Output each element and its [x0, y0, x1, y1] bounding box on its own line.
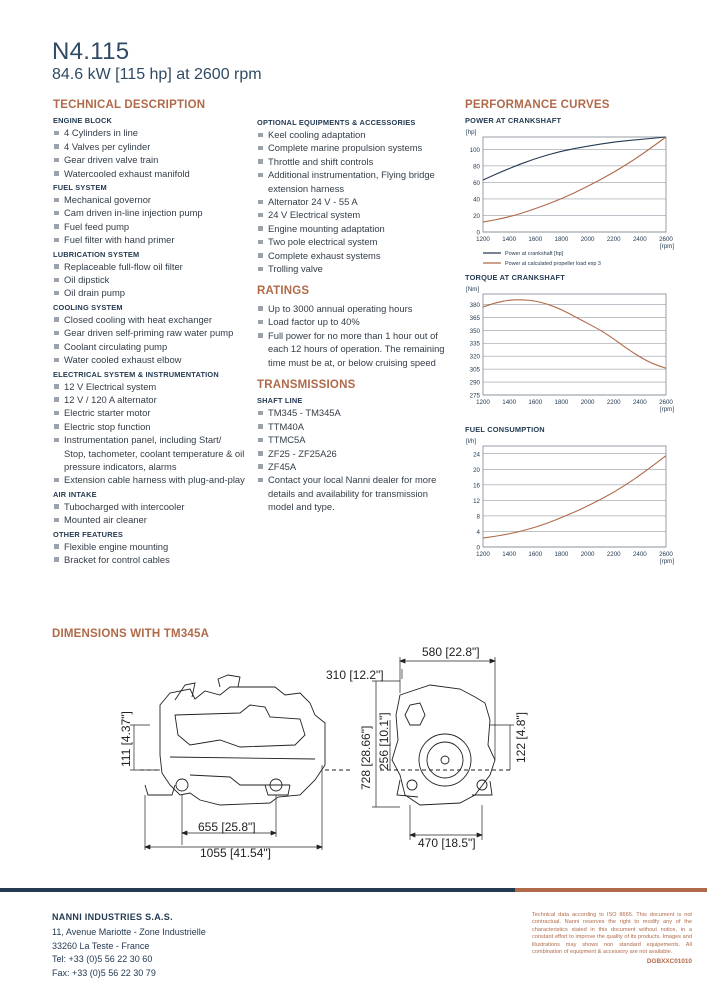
- list-item: TTM40A: [257, 420, 452, 433]
- x-tick-label: 2600: [659, 398, 673, 406]
- ratings-title: RATINGS: [257, 285, 310, 298]
- plot-frame: [483, 446, 666, 547]
- list-item: Fuel feed pump: [53, 220, 245, 233]
- engine-front-view: [380, 685, 510, 805]
- y-tick-label: 290: [469, 379, 480, 387]
- group-list: [53, 313, 245, 367]
- list-item: Complete marine propulsion systems: [257, 141, 452, 154]
- group-title: OTHER FEATURES: [53, 529, 124, 539]
- list-item: ZF45A: [257, 460, 452, 473]
- y-axis-label: [Nm]: [466, 285, 480, 293]
- y-tick-label: 305: [469, 366, 480, 374]
- footer-bar-blue: [0, 888, 515, 892]
- dimensions-title: DIMENSIONS WITH TM345A: [52, 628, 210, 640]
- list-item: ZF25 - ZF25A26: [257, 447, 452, 460]
- x-tick-label: 2200: [606, 236, 621, 244]
- list-item: Full power for no more than 1 hour out of each 12 hours of operation. The remaining time must be at, or below cruising speed: [257, 329, 452, 369]
- technical-description: [53, 99, 245, 566]
- x-tick-label: 2600: [659, 551, 673, 559]
- y-tick-label: 24: [473, 451, 480, 459]
- address-line: 33260 La Teste - France: [52, 940, 150, 951]
- shaft-line-title: SHAFT LINE: [257, 396, 303, 406]
- list-item: Extension cable harness with plug-and-play: [53, 473, 245, 486]
- x-tick-label: 1200: [476, 398, 490, 406]
- list-item: Two pole electrical system: [257, 235, 452, 248]
- group-list: [53, 540, 245, 567]
- dim-width-bottom: 470 [18.5"]: [418, 836, 476, 850]
- x-tick-label: 2000: [580, 398, 595, 406]
- chart-svg: [465, 435, 680, 571]
- document-reference: DGBXXC01010: [646, 958, 692, 965]
- x-tick-label: 2000: [580, 551, 595, 559]
- x-tick-label: 2600: [659, 236, 673, 244]
- x-tick-label: 1600: [528, 236, 543, 244]
- list-item: Instrumentation panel, including Start/ Stop, tachometer, coolant temperature & oil pressure indicators, alarms: [53, 433, 245, 473]
- list-item: Engine mounting adaptation: [257, 222, 452, 235]
- series-line: [483, 456, 666, 538]
- list-item: Complete exhaust systems: [257, 249, 452, 262]
- x-tick-label: 1400: [502, 551, 517, 559]
- x-axis-label: [rpm]: [659, 558, 675, 566]
- optional-list: [257, 128, 452, 275]
- y-tick-label: 20: [473, 467, 480, 475]
- dim-height-256: 256 [10.1"]: [377, 712, 391, 770]
- dim-top-offset: 310 [12.2"]: [326, 668, 384, 682]
- ratings-list: [257, 302, 452, 369]
- list-item: Alternator 24 V - 55 A: [257, 195, 452, 208]
- x-tick-label: 1800: [554, 398, 569, 406]
- address-line: Fax: +33 (0)5 56 22 30 79: [52, 967, 156, 978]
- company-address: [52, 926, 206, 980]
- optional-title: OPTIONAL EQUIPMENTS & ACCESSORIES: [257, 118, 416, 127]
- list-item: Cam driven in-line injection pump: [53, 206, 245, 219]
- group-list: [53, 260, 245, 300]
- y-axis-label: [l/h]: [466, 438, 476, 446]
- list-item: Additional instrumentation, Flying bridge extension harness: [257, 168, 452, 195]
- performance-title: PERFORMANCE CURVES: [465, 99, 610, 111]
- list-item: TTMC5A: [257, 433, 452, 446]
- performance-curves: [465, 99, 680, 575]
- group-list: [53, 500, 245, 527]
- y-tick-label: 335: [469, 340, 480, 348]
- list-item: Bracket for control cables: [53, 553, 245, 566]
- y-tick-label: 0: [476, 229, 480, 237]
- dim-width-top: 580 [22.8"]: [422, 645, 480, 659]
- group-title: LUBRICATION SYSTEM: [53, 249, 140, 259]
- x-tick-label: 1800: [554, 236, 569, 244]
- x-tick-label: 1400: [502, 236, 517, 244]
- y-tick-label: 350: [469, 327, 480, 335]
- series-line: [483, 137, 666, 180]
- chart-svg: [465, 283, 680, 419]
- list-item: TM345 - TM345A: [257, 406, 452, 419]
- group-title: AIR INTAKE: [53, 489, 97, 499]
- x-tick-label: 2400: [632, 551, 647, 559]
- technical-groups: [53, 115, 245, 566]
- list-item: Replaceable full-flow oil filter: [53, 260, 245, 273]
- power-subtitle: 84.6 kW [115 hp] at 2600 rpm: [52, 66, 262, 83]
- dim-length: 1055 [41.54"]: [200, 846, 271, 860]
- chart-title: FUEL CONSUMPTION: [465, 425, 545, 435]
- x-tick-label: 1800: [554, 551, 569, 559]
- x-tick-label: 2400: [632, 398, 647, 406]
- options-column: [257, 99, 452, 514]
- x-tick-label: 1600: [528, 398, 543, 406]
- list-item: Fuel filter with hand primer: [53, 233, 245, 246]
- list-item: Tubocharged with intercooler: [53, 500, 245, 513]
- list-item: Load factor up to 40%: [257, 315, 452, 328]
- y-axis-label: [hp]: [466, 129, 477, 137]
- x-tick-label: 2000: [580, 236, 595, 244]
- y-tick-label: 380: [469, 301, 480, 309]
- legend-label: Power at crankshaft [hp]: [505, 251, 564, 258]
- x-tick-label: 1400: [502, 398, 517, 406]
- footer-bar-copper: [515, 888, 707, 892]
- y-tick-label: 8: [476, 513, 480, 521]
- list-item: 4 Cylinders in line: [53, 126, 245, 139]
- list-item: Up to 3000 annual operating hours: [257, 302, 452, 315]
- y-tick-label: 275: [469, 392, 480, 400]
- dim-width-655: 655 [25.8"]: [198, 820, 256, 834]
- technical-title: TECHNICAL DESCRIPTION: [53, 99, 206, 111]
- group-list: [53, 126, 245, 180]
- list-item: Gear driven valve train: [53, 153, 245, 166]
- group-list: [53, 380, 245, 487]
- list-item: Flexible engine mounting: [53, 540, 245, 553]
- legal-notice: Technical data according to ISO 8665. This document is not contractual. Nanni reserves the right to modify any of the characteristics stated in this document without notice, in a constant effort to improve the quality of its products. Images and illustrations may shows non standard equipements. All combination of equipment & accessory are not available.: [532, 912, 692, 956]
- list-item: Contact your local Nanni dealer for more details and availability for transmission model and type.: [257, 473, 452, 513]
- list-item: Throttle and shift controls: [257, 155, 452, 168]
- y-tick-label: 4: [476, 529, 480, 537]
- y-tick-label: 100: [469, 147, 480, 155]
- y-tick-label: 80: [473, 163, 480, 171]
- list-item: Watercooled exhaust manifold: [53, 167, 245, 180]
- y-tick-label: 60: [473, 180, 480, 188]
- y-tick-label: 20: [473, 213, 480, 221]
- list-item: Mounted air cleaner: [53, 513, 245, 526]
- address-line: Tel: +33 (0)5 56 22 30 60: [52, 954, 153, 964]
- chart-title: TORQUE AT CRANKSHAFT: [465, 272, 565, 282]
- list-item: Oil drain pump: [53, 286, 245, 299]
- dim-height-right: 122 [4.8"]: [514, 712, 528, 763]
- list-item: Trolling valve: [257, 262, 452, 275]
- list-item: Coolant circulating pump: [53, 340, 245, 353]
- x-tick-label: 1200: [476, 236, 490, 244]
- chart-2: [465, 272, 680, 422]
- x-axis-label: [rpm]: [659, 243, 675, 251]
- engine-side-view: [140, 675, 350, 805]
- dim-height-left: 111 [4.37"]: [119, 711, 133, 767]
- legend-label: Power at calculated propeller load exp 3: [505, 261, 601, 267]
- group-title: FUEL SYSTEM: [53, 183, 107, 193]
- list-item: 4 Valves per cylinder: [53, 140, 245, 153]
- y-tick-label: 320: [469, 353, 480, 361]
- front-dimension-lines: [372, 657, 514, 840]
- series-line: [483, 137, 666, 222]
- y-tick-label: 16: [473, 482, 480, 490]
- y-tick-label: 365: [469, 314, 480, 322]
- x-tick-label: 1600: [528, 551, 543, 559]
- dim-total-height: 728 [28.66"]: [359, 725, 373, 790]
- chart-title: POWER AT CRANKSHAFT: [465, 116, 562, 126]
- list-item: Gear driven self-priming raw water pump: [53, 326, 245, 339]
- list-item: Oil dipstick: [53, 273, 245, 286]
- series-line: [483, 300, 666, 368]
- list-item: 12 V / 120 A alternator: [53, 393, 245, 406]
- list-item: Electric starter motor: [53, 406, 245, 419]
- list-item: Electric stop function: [53, 420, 245, 433]
- chart-3: [465, 424, 680, 574]
- list-item: Mechanical governor: [53, 193, 245, 206]
- list-item: 24 V Electrical system: [257, 208, 452, 221]
- group-list: [53, 193, 245, 247]
- list-item: Water cooled exhaust elbow: [53, 353, 245, 366]
- y-tick-label: 40: [473, 196, 480, 204]
- x-tick-label: 2400: [632, 236, 647, 244]
- plot-frame: [483, 137, 666, 232]
- company-name: NANNI INDUSTRIES S.A.S.: [52, 912, 173, 922]
- list-item: Closed cooling with heat exchanger: [53, 313, 245, 326]
- group-title: ENGINE BLOCK: [53, 116, 113, 126]
- address-line: 11, Avenue Mariotte - Zone Industrielle: [52, 927, 206, 937]
- group-title: COOLING SYSTEM: [53, 302, 123, 312]
- x-axis-label: [rpm]: [659, 405, 675, 413]
- x-tick-label: 2200: [606, 398, 621, 406]
- model-title: N4.115: [52, 38, 130, 65]
- dimensions-drawing: [100, 645, 540, 865]
- transmissions-list: [257, 406, 452, 513]
- y-tick-label: 12: [473, 498, 480, 506]
- chart-svg: [465, 126, 680, 266]
- transmissions-title: TRANSMISSIONS: [257, 378, 356, 391]
- list-item: 12 V Electrical system: [53, 380, 245, 393]
- chart-1: [465, 115, 680, 269]
- charts-container: [465, 115, 680, 574]
- x-tick-label: 1200: [476, 551, 490, 559]
- group-title: ELECTRICAL SYSTEM & INSTRUMENTATION: [53, 369, 219, 379]
- x-tick-label: 2200: [606, 551, 621, 559]
- plot-frame: [483, 294, 666, 395]
- y-tick-label: 0: [476, 544, 480, 552]
- list-item: Keel cooling adaptation: [257, 128, 452, 141]
